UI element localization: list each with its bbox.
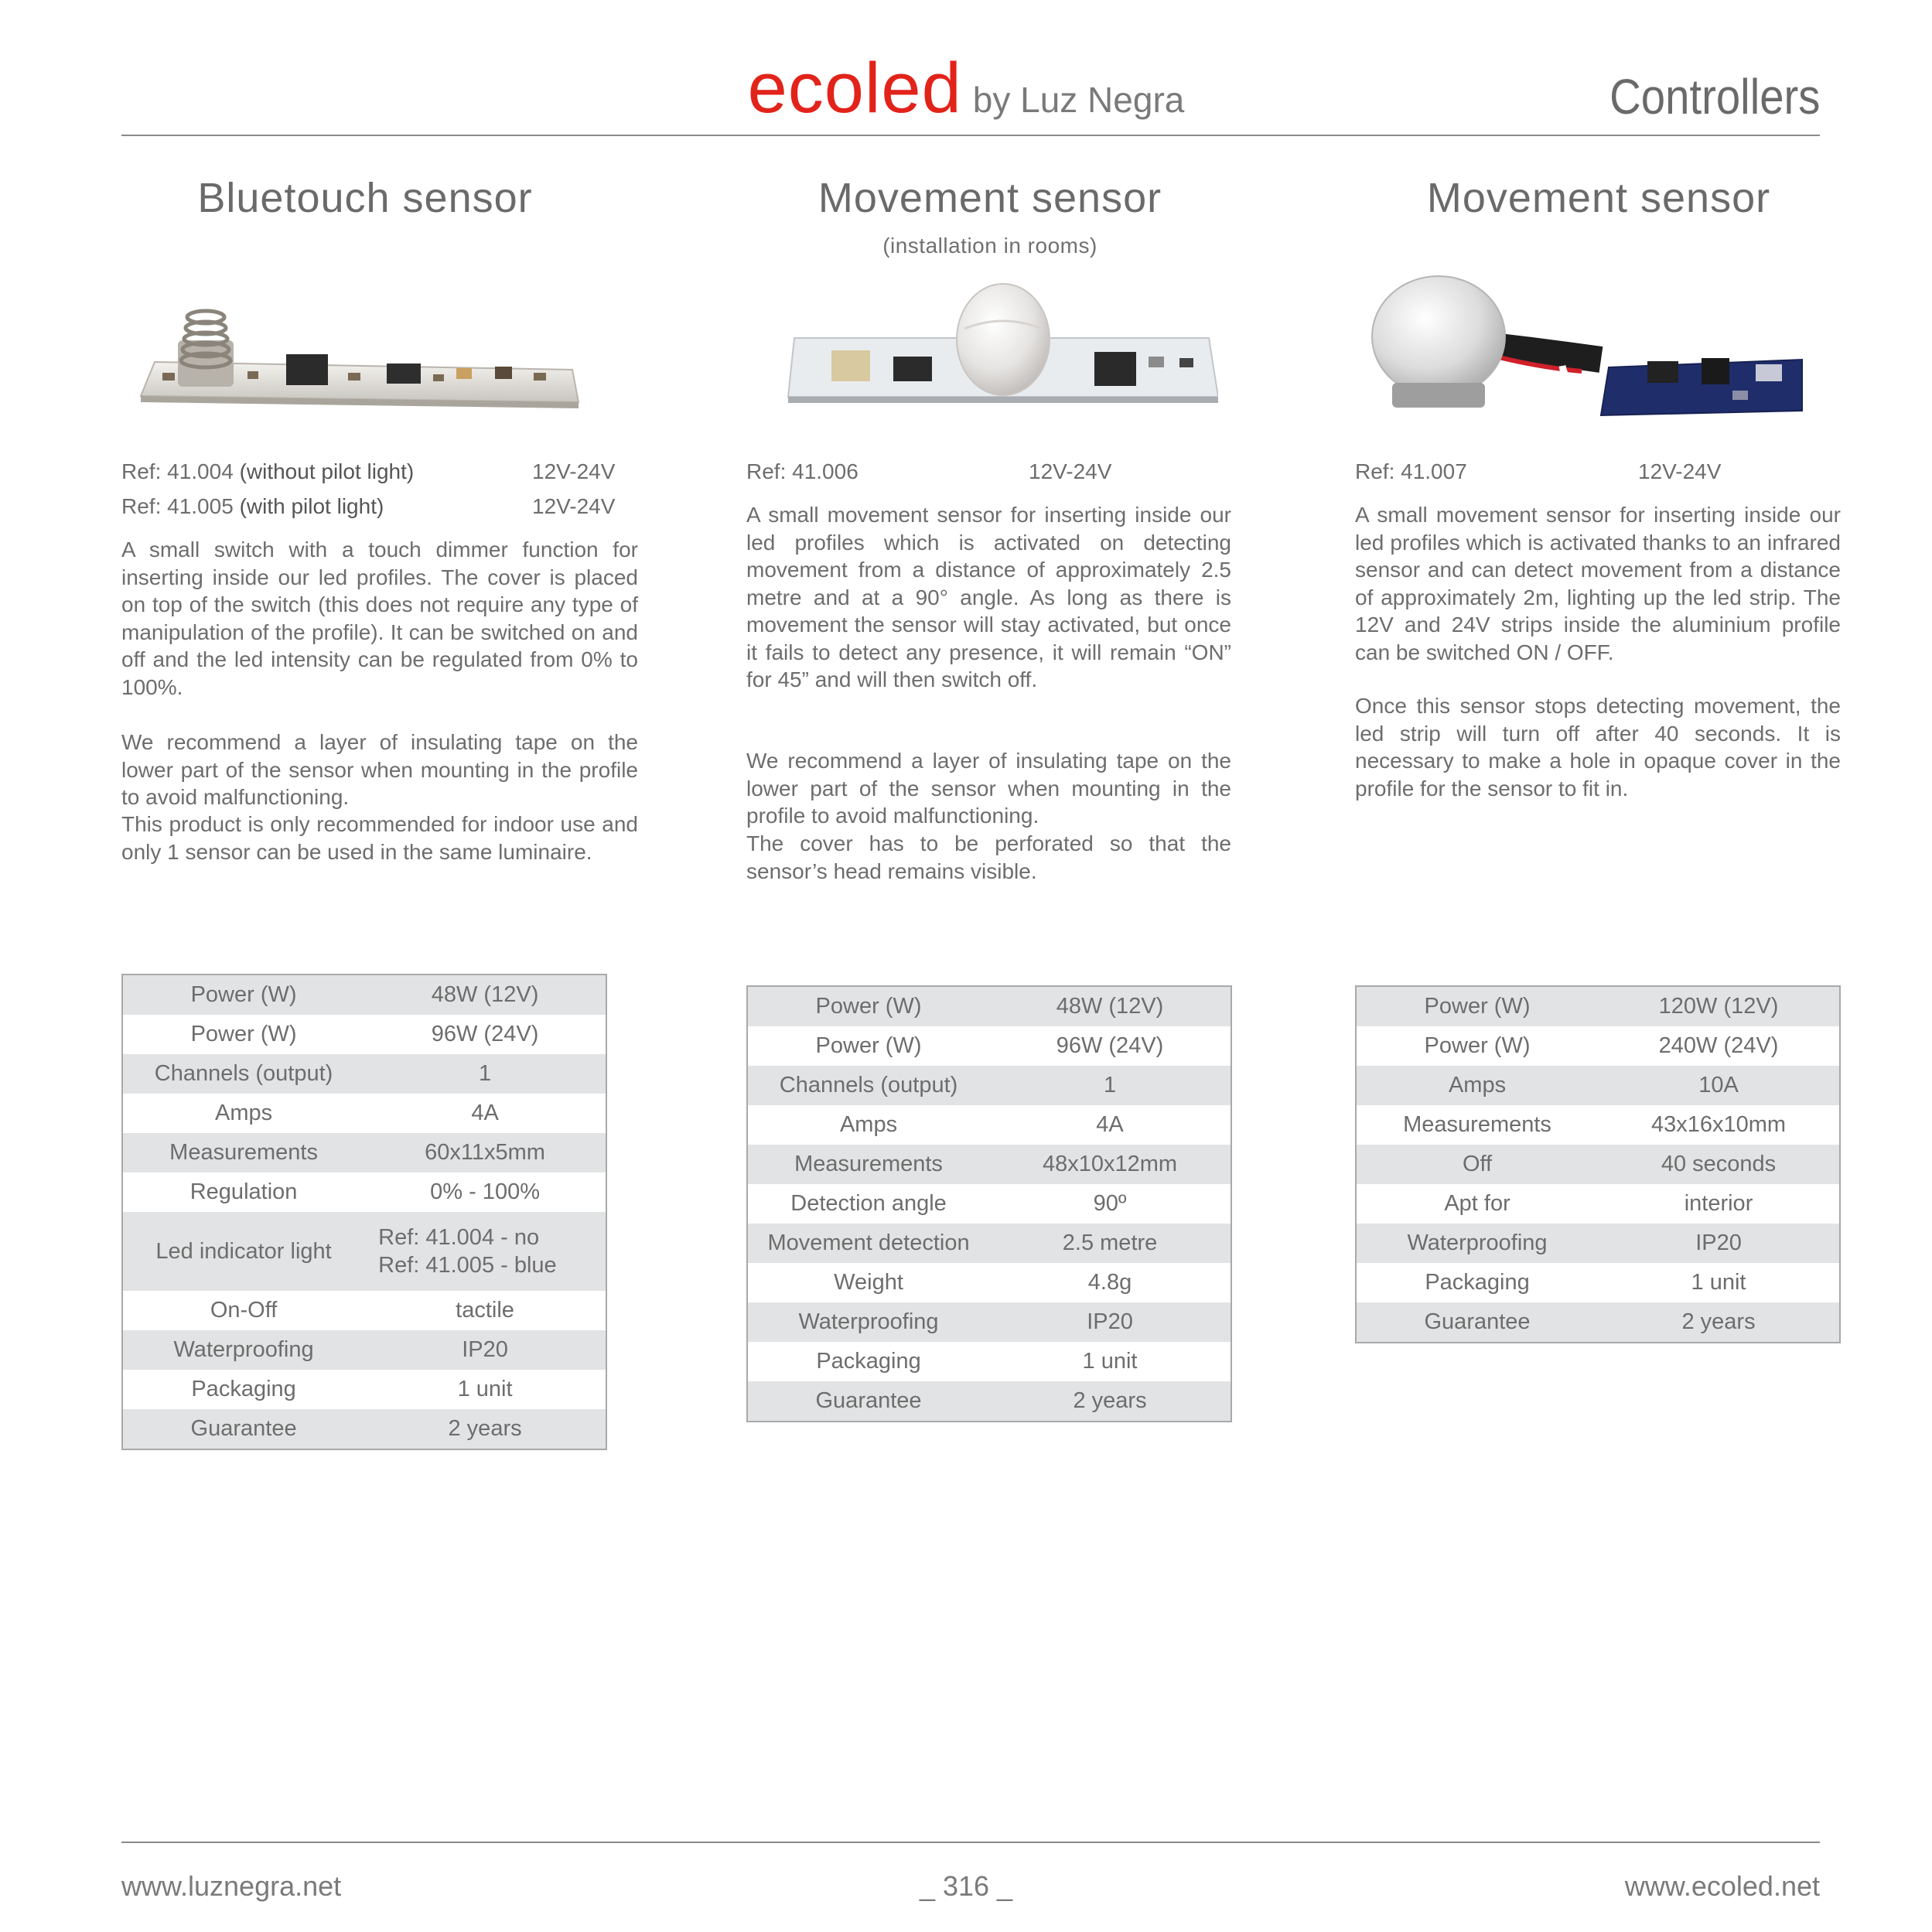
spec-row [122, 975, 606, 1015]
spec-label: Power (W) [122, 1015, 364, 1054]
ref-voltage: 12V-24V [532, 459, 616, 483]
spec-label: Power (W) [122, 975, 364, 1015]
spec-value: 1 unit [364, 1370, 606, 1409]
ref-note: (with pilot light) [239, 494, 384, 518]
spec-value: 2 years [989, 1381, 1231, 1422]
spec-value: 48x10x12mm [989, 1145, 1231, 1184]
product-title: Bluetouch sensor [197, 175, 533, 221]
product-usage-note: The cover has to be perforated so that the sensor’s head remains visible. [746, 831, 1231, 883]
spec-value: 4A [989, 1105, 1231, 1145]
page-number: _ 316 _ [919, 1870, 1013, 1902]
footer-link-ecoled[interactable]: www.ecoled.net [1624, 1870, 1820, 1902]
movement-sensor-infrared-image [1369, 275, 1810, 422]
spec-label: Packaging [747, 1342, 989, 1381]
spec-label: Channels (output) [747, 1066, 989, 1105]
brand-name: ecoled [747, 49, 962, 128]
spec-row [122, 1054, 606, 1094]
spec-label: Weight [747, 1263, 989, 1302]
spec-label: Power (W) [1356, 986, 1598, 1026]
bluetouch-sensor-image [131, 286, 596, 418]
spec-row [122, 1291, 606, 1330]
spec-row [747, 1066, 1231, 1105]
spec-value: 96W (24V) [989, 1026, 1231, 1066]
spec-value: 2 years [1598, 1302, 1840, 1343]
spec-row [747, 1381, 1231, 1422]
spec-row [747, 1145, 1231, 1184]
spec-value: 1 [989, 1066, 1231, 1105]
product-title: Movement sensor [818, 175, 1162, 221]
header-divider [121, 135, 1820, 136]
spec-label: Guarantee [122, 1409, 364, 1449]
spec-value: interior [1598, 1184, 1840, 1224]
spec-value: 0% - 100% [364, 1173, 606, 1212]
spec-label: Amps [747, 1105, 989, 1145]
spec-value: 4A [364, 1094, 606, 1133]
spec-value: 48W (12V) [364, 975, 606, 1015]
spec-label: Amps [122, 1094, 364, 1133]
spec-label: Amps [1356, 1066, 1598, 1105]
spec-value: 1 unit [1598, 1263, 1840, 1302]
ref-voltage: 12V-24V [532, 494, 616, 518]
spec-label: Power (W) [747, 986, 989, 1026]
footer-divider [121, 1842, 1820, 1843]
product-subtitle: (installation in rooms) [882, 234, 1097, 258]
ref-voltage: 12V-24V [1638, 459, 1722, 483]
spec-row [747, 1302, 1231, 1342]
spec-row [1356, 1302, 1840, 1343]
spec-value: 240W (24V) [1598, 1026, 1840, 1066]
spec-row [747, 1105, 1231, 1145]
spec-row [747, 1184, 1231, 1224]
product-recommendation: We recommend a layer of insulating tape on the lower part of the sensor when mounting in the profile to avoid malfunctioning. [121, 730, 638, 809]
spec-value-line: Ref: 41.004 - no [378, 1225, 540, 1250]
ref-line-2 [121, 494, 384, 519]
spec-label: Waterproofing [1356, 1224, 1598, 1263]
spec-row [122, 1330, 606, 1370]
spec-row [122, 1409, 606, 1449]
spec-value: 60x11x5mm [364, 1133, 606, 1173]
spec-value: 40 seconds [1598, 1145, 1840, 1184]
spec-label: Waterproofing [747, 1302, 989, 1342]
spec-table [121, 974, 607, 1450]
spec-value: 48W (12V) [989, 986, 1231, 1026]
spec-label: Power (W) [1356, 1026, 1598, 1066]
product-usage-note: This product is only recommended for indoor use and only 1 sensor can be used in the same luminaire. [121, 812, 638, 864]
ref-voltage: 12V-24V [1029, 459, 1112, 483]
product-description: A small switch with a touch dimmer function for inserting inside our led profiles. The cover is placed on top of the switch (this does not require any type of manipulation of the profile). It can be switched on and off and the led intensity can be regulated from 0% to 100%. [121, 538, 638, 699]
spec-value: IP20 [1598, 1224, 1840, 1263]
spec-label: Regulation [122, 1173, 364, 1212]
spec-row [122, 1133, 606, 1173]
spec-value: IP20 [364, 1330, 606, 1370]
spec-label: Measurements [122, 1133, 364, 1173]
spec-row [747, 1026, 1231, 1066]
spec-label: Led indicator light [122, 1212, 364, 1291]
movement-sensor-room-image [785, 282, 1218, 406]
spec-value: 120W (12V) [1598, 986, 1840, 1026]
spec-value: 2.5 metre [989, 1224, 1231, 1263]
product-description: A small movement sensor for inserting inside our led profiles which is activated thanks to an infrared sensor and can detect movement from a distance of approximately 2m, lighting up the led strip. The 12V and 24V strips inside the aluminium profile can be switched ON / OFF. [1355, 503, 1841, 664]
spec-row [1356, 1145, 1840, 1184]
spec-value: IP20 [989, 1302, 1231, 1342]
spec-row [1356, 1105, 1840, 1145]
spec-row [122, 1094, 606, 1133]
spec-label: Guarantee [747, 1381, 989, 1422]
spec-value: 1 [364, 1054, 606, 1094]
spec-row [1356, 986, 1840, 1026]
ref-number: Ref: 41.006 [746, 459, 858, 483]
spec-row [747, 986, 1231, 1026]
spec-label: Measurements [747, 1145, 989, 1184]
spec-label: Apt for [1356, 1184, 1598, 1224]
spec-row [747, 1224, 1231, 1263]
spec-label: Detection angle [747, 1184, 989, 1224]
product-description: A small movement sensor for inserting inside our led profiles which is activated on detecting movement from a distance of approximately 2.5 metre and at a 90° angle. As long as there is movement the sensor will stay activated, but once it fails to detect any presence, it will remain “ON” for 45” and will then switch off. [746, 503, 1231, 691]
spec-row [1356, 1224, 1840, 1263]
ref-number: Ref: 41.007 [1355, 459, 1467, 483]
spec-label: On-Off [122, 1291, 364, 1330]
spec-row [1356, 1026, 1840, 1066]
spec-row [122, 1212, 606, 1291]
spec-row [1356, 1263, 1840, 1302]
spec-row [122, 1173, 606, 1212]
spec-label: Guarantee [1356, 1302, 1598, 1343]
spec-value: 10A [1598, 1066, 1840, 1105]
spec-value: 1 unit [989, 1342, 1231, 1381]
spec-label: Movement detection [747, 1224, 989, 1263]
spec-value: tactile [364, 1291, 606, 1330]
footer-link-luznegra[interactable]: www.luznegra.net [121, 1870, 342, 1902]
product-title: Movement sensor [1426, 175, 1771, 221]
brand-byline: by Luz Negra [972, 80, 1185, 120]
spec-value-line: Ref: 41.005 - blue [378, 1253, 557, 1278]
product-usage-note: Once this sensor stops detecting movement, the led strip will turn off after 40 seconds. It is necessary to make a hole in opaque cover in the profile for the sensor to fit in. [1355, 694, 1841, 800]
spec-label: Power (W) [747, 1026, 989, 1066]
spec-value: 2 years [364, 1409, 606, 1449]
section-title: Controllers [1609, 69, 1820, 125]
spec-table [746, 985, 1232, 1422]
spec-row [747, 1342, 1231, 1381]
spec-value: 4.8g [989, 1263, 1231, 1302]
spec-table [1355, 985, 1841, 1343]
product-recommendation: We recommend a layer of insulating tape on the lower part of the sensor when mounting in the profile to avoid malfunctioning. [746, 749, 1231, 828]
spec-value [364, 1212, 606, 1291]
spec-row [1356, 1184, 1840, 1224]
spec-label: Measurements [1356, 1105, 1598, 1145]
spec-row [122, 1015, 606, 1054]
spec-label: Packaging [122, 1370, 364, 1409]
ref-number: Ref: 41.005 [121, 494, 234, 518]
ref-number: Ref: 41.004 [121, 459, 234, 483]
spec-value: 90º [989, 1184, 1231, 1224]
ref-note: (without pilot light) [239, 459, 415, 483]
spec-row [747, 1263, 1231, 1302]
spec-value: 43x16x10mm [1598, 1105, 1840, 1145]
spec-label: Off [1356, 1145, 1598, 1184]
spec-label: Packaging [1356, 1263, 1598, 1302]
spec-value: 96W (24V) [364, 1015, 606, 1054]
spec-row [122, 1370, 606, 1409]
spec-row [1356, 1066, 1840, 1105]
spec-label: Waterproofing [122, 1330, 364, 1370]
ref-line-1 [121, 459, 414, 484]
spec-label: Channels (output) [122, 1054, 364, 1094]
